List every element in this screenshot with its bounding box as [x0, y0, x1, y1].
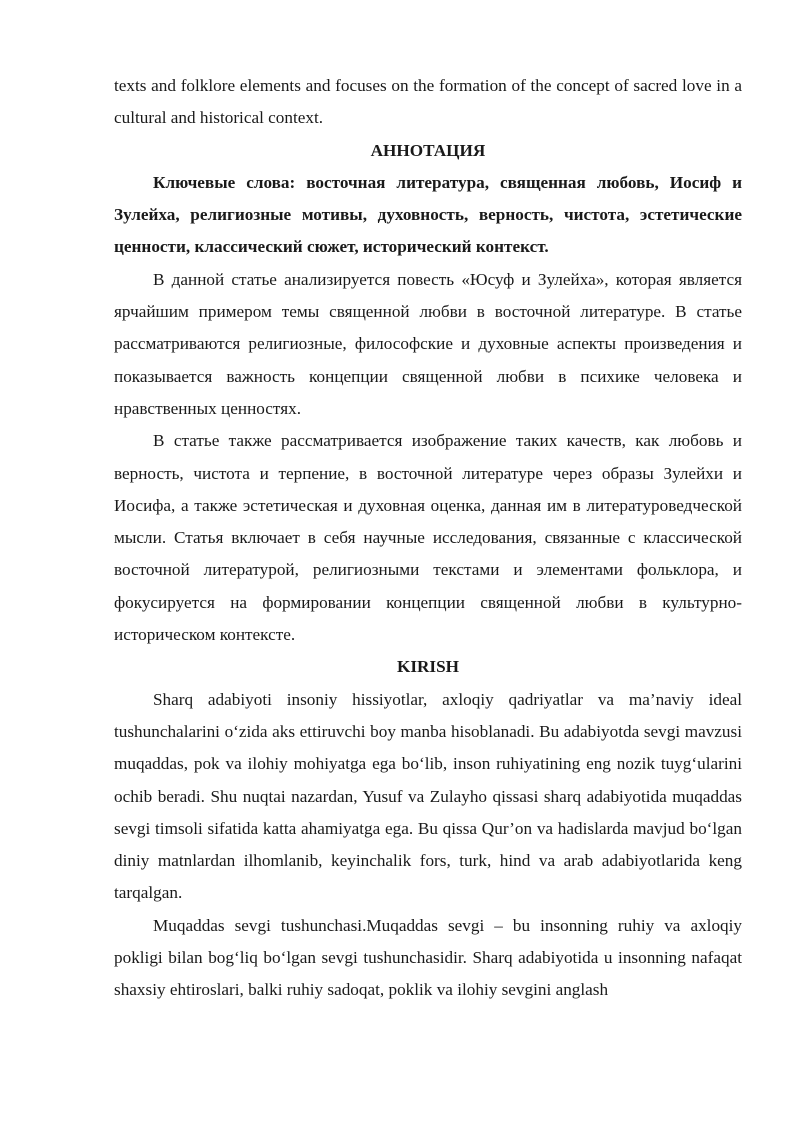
- intro-paragraph: texts and folklore elements and focuses on the formation of the concept of sacred love in a cultural and historical context.: [114, 76, 742, 128]
- document-page: [114, 70, 742, 1007]
- annotation-paragraph-1: В данной статье анализируется повесть «Юсуф и Зулейха», которая является ярчайшим примером темы священной любви в восточной литературе. В статье рассматриваются религиозные, философские и духовные аспекты произведения и показывается важность концепции священной любви в психике человека и нравственных ценностях.: [114, 269, 742, 418]
- annotation-paragraph-2: В статье также рассматривается изображение таких качеств, как любовь и верность, чистота и терпение, в восточной литературе через образы Зулейхи и Иосифа, а также эстетическая и духовная оценка, данная им в литературоведческой мысли. Статья включает в себя научные исследования, связанные с классической восточной литературой, религиозными текстами и элементами фольклора, и фокусируется на формировании концепции священной любви в культурно-историческом контексте.: [114, 431, 742, 645]
- kirish-paragraph-2: Muqaddas sevgi tushunchasi.Muqaddas sevgi – bu insonning ruhiy va axloqiy pokligi bilan bog‘liq bo‘lgan sevgi tushunchasidir. Sharq adabiyotida u insonning nafaqat shaxsiy ehtiroslari, balki ruhiy sadoqat, poklik va ilohiy sevgini anglash: [114, 915, 742, 1000]
- annotation-heading: АННОТАЦИЯ: [370, 140, 486, 160]
- kirish-paragraph-1: Sharq adabiyoti insoniy hissiyotlar, axloqiy qadriyatlar va ma’naviy ideal tushunchalarini o‘zida aks ettiruvchi boy manba hisoblanadi. Bu adabiyotda sevgi mavzusi muqaddas, pok va ilohiy mohiyatga ega bo‘lib, inson ruhiyatining eng nozik tuyg‘ularini ochib beradi. Shu nuqtai nazardan, Yusuf va Zulayho qissasi sharq adabiyotida muqaddas sevgi timsoli sifatida katta ahamiyatga ega. Bu qissa Qur’on va hadislarda mavjud bo‘lgan diniy matnlardan ilhomlanib, keyinchalik fors, turk, hind va arab adabiyotlarida keng tarqalgan.: [114, 689, 742, 903]
- kirish-heading: KIRISH: [396, 657, 460, 677]
- keywords-paragraph: Ключевые слова: восточная литература, священная любовь, Иосиф и Зулейха, религиозные мотивы, духовность, верность, чистота, эстетические ценности, классический сюжет, исторический контекст.: [114, 172, 742, 257]
